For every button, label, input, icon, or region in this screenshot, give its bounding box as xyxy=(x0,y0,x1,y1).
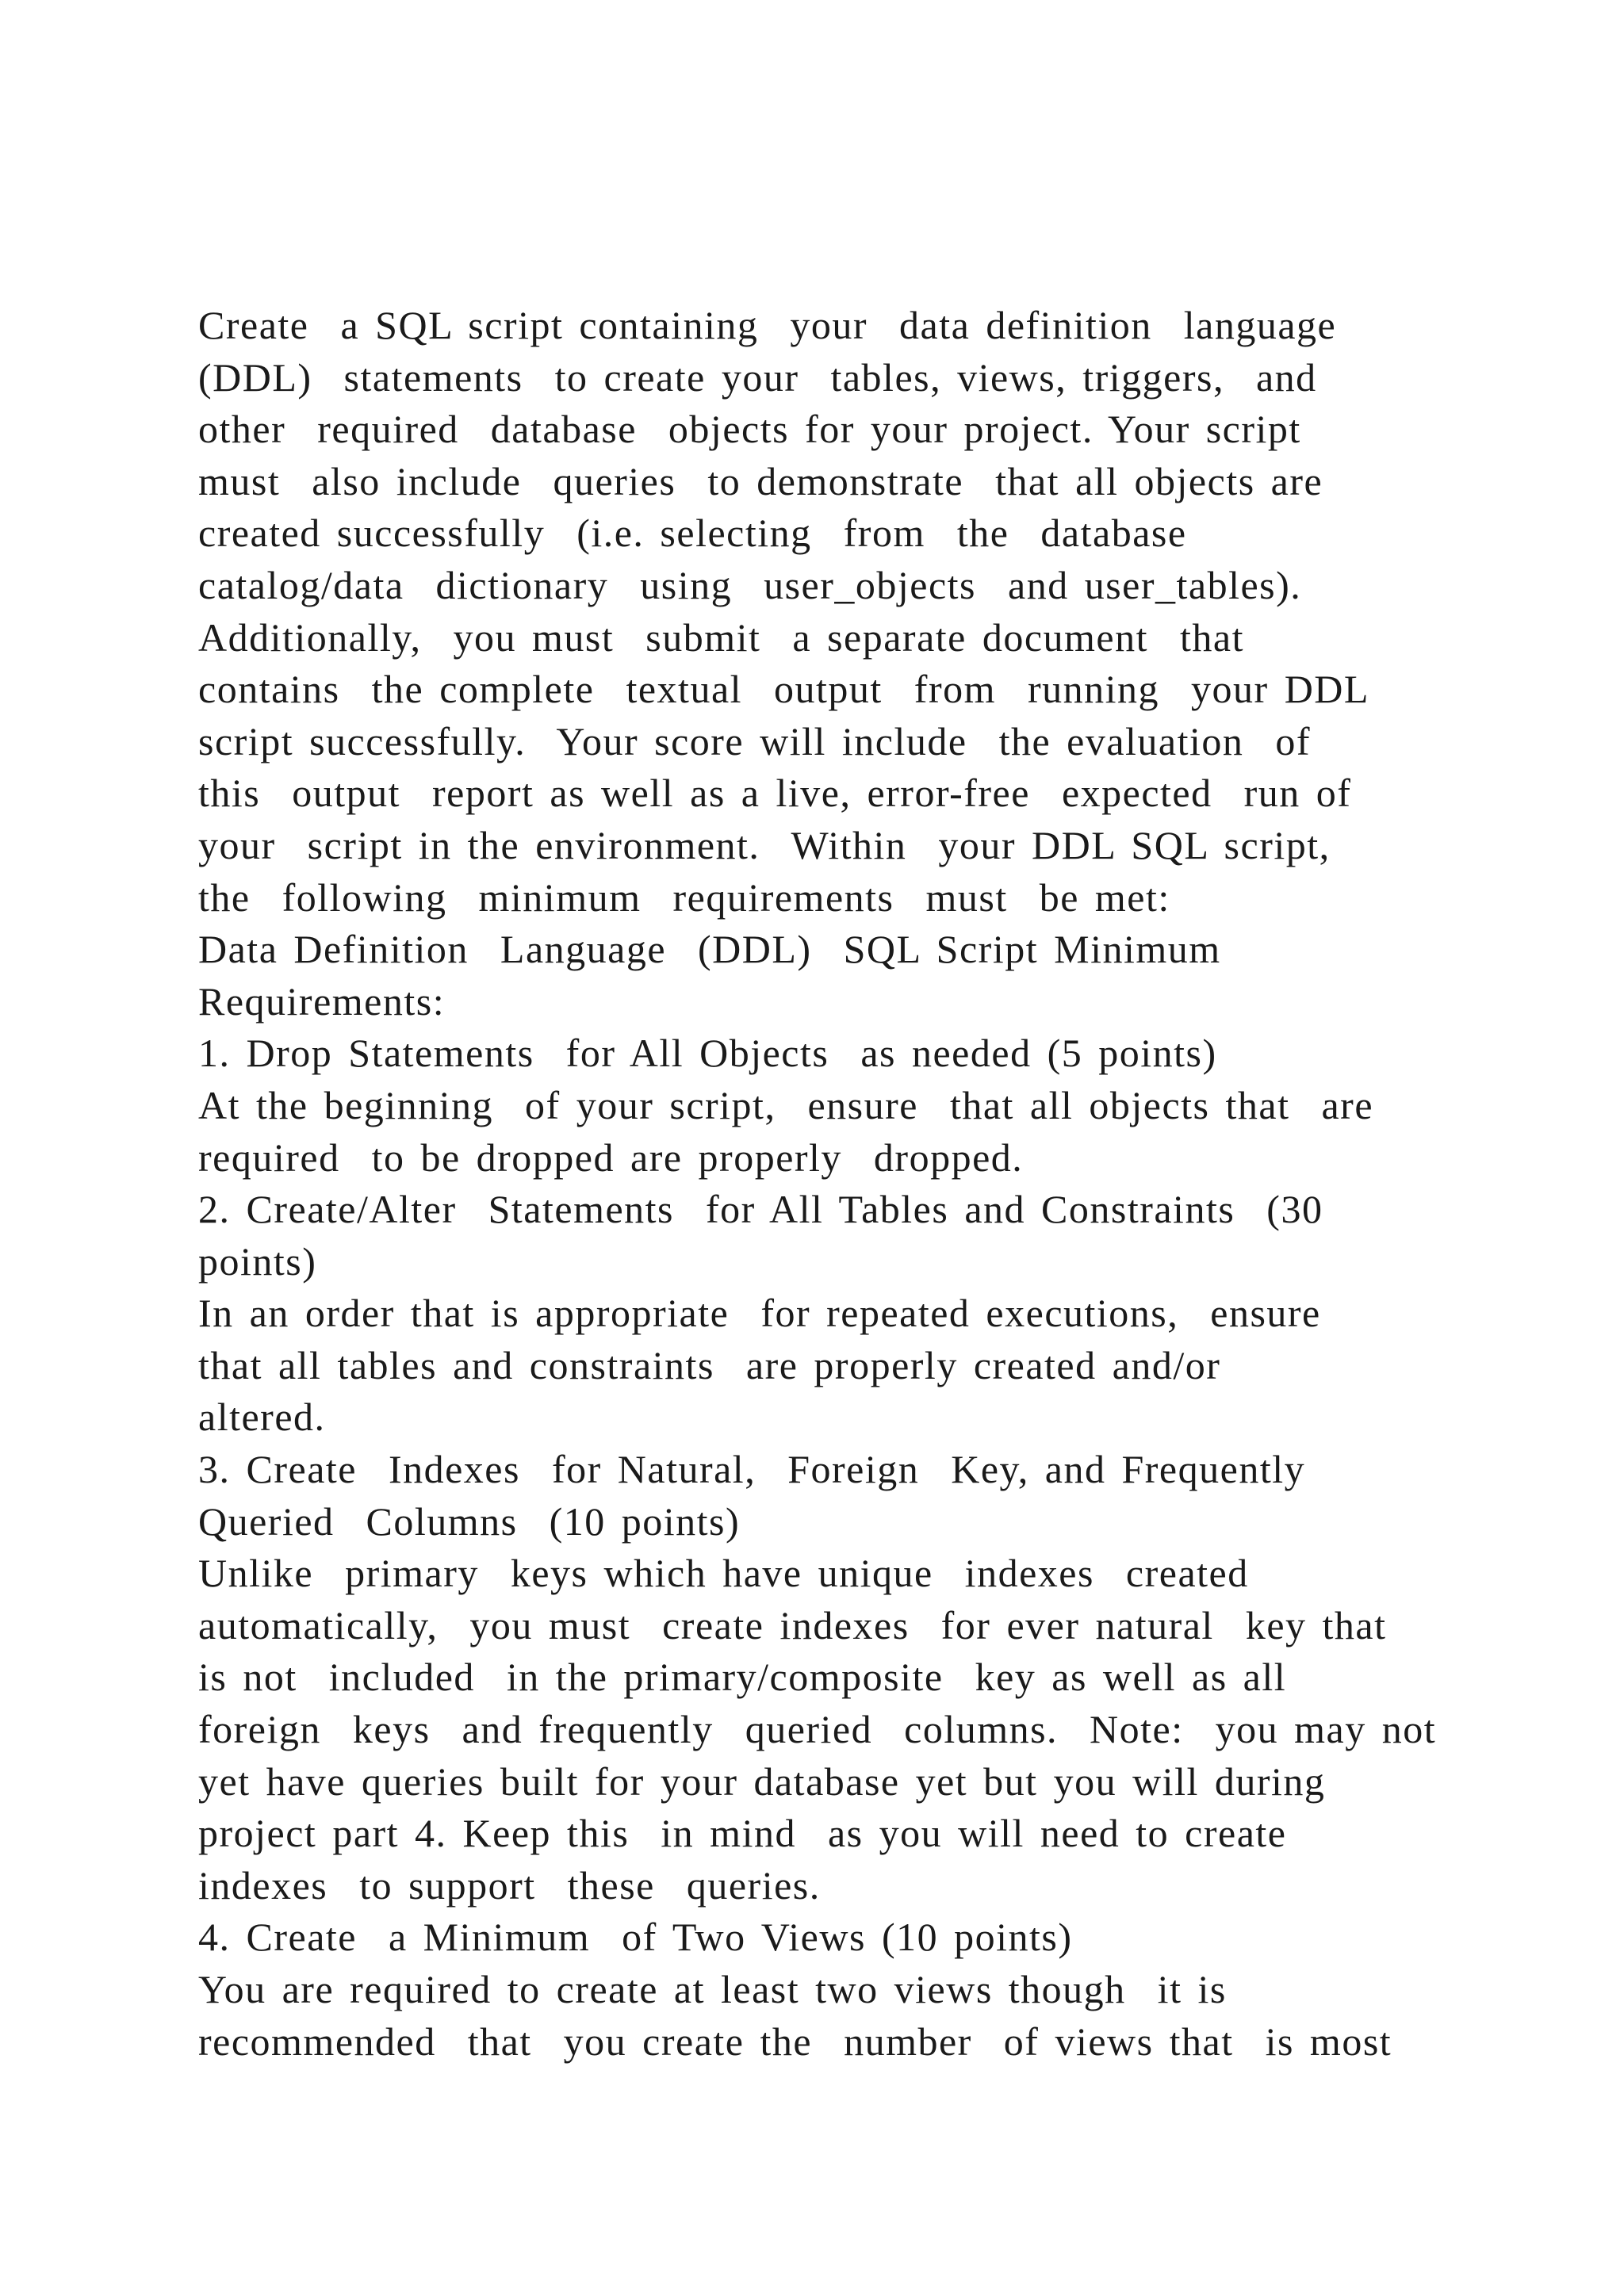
text-line: In an order that is appropriate for repeated executions, ensure xyxy=(198,1291,1321,1336)
text-line: your script in the environment. Within your DDL SQL script, xyxy=(198,822,1331,867)
text-line: other required database objects for your project. Your script xyxy=(198,407,1301,452)
text-line: indexes to support these queries. xyxy=(198,1862,821,1908)
text-line: foreign keys and frequently queried columns. Note: you may not xyxy=(198,1707,1437,1752)
text-line: is not included in the primary/composite key as well as all xyxy=(198,1655,1287,1700)
text-line: contains the complete textual output from running your DDL xyxy=(198,667,1369,712)
text-line: project part 4. Keep this in mind as you will need to create xyxy=(198,1811,1287,1856)
text-line: (DDL) statements to create your tables, views, triggers, and xyxy=(198,354,1317,400)
text-line: catalog/data dictionary using user_objects and user_tables). xyxy=(198,562,1302,607)
requirement-heading: 1. Drop Statements for All Objects as needed (5 points) xyxy=(198,1031,1217,1076)
text-line: created successfully (i.e. selecting from the database xyxy=(198,511,1187,556)
text-line: Unlike primary keys which have unique indexes created xyxy=(198,1551,1249,1596)
text-line: this output report as well as a live, error-free expected run of xyxy=(198,771,1352,816)
text-line: Additionally, you must submit a separate document that xyxy=(198,614,1244,660)
text-line: recommended that you create the number of views that is most xyxy=(198,2019,1392,2064)
requirement-heading: points) xyxy=(198,1238,317,1284)
text-line: At the beginning of your script, ensure that all objects that are xyxy=(198,1082,1374,1127)
text-line: Create a SQL script containing your data definition language xyxy=(198,303,1337,347)
requirement-heading: 2. Create/Alter Statements for All Tables and Constraints (30 xyxy=(198,1187,1323,1232)
text-line: required to be dropped are properly dropped. xyxy=(198,1135,1024,1180)
document-body xyxy=(198,300,1546,2068)
text-line: automatically, you must create indexes for ever natural key that xyxy=(198,1602,1387,1647)
text-line: altered. xyxy=(198,1395,326,1440)
text-line: must also include queries to demonstrate that all objects are xyxy=(198,458,1323,503)
requirement-heading: Queried Columns (10 points) xyxy=(198,1498,741,1544)
text-line: that all tables and constraints are properly created and/or xyxy=(198,1342,1221,1387)
section-heading: Data Definition Language (DDL) SQL Script Minimum xyxy=(198,927,1221,972)
text-line: yet have queries built for your database yet but you will during xyxy=(198,1758,1326,1804)
text-line: script successfully. Your score will include the evaluation of xyxy=(198,718,1312,763)
text-line: You are required to create at least two views though it is xyxy=(198,1967,1227,2011)
section-heading: Requirements: xyxy=(198,978,446,1024)
requirement-heading: 4. Create a Minimum of Two Views (10 points) xyxy=(198,1915,1073,1960)
text-line: the following minimum requirements must be met: xyxy=(198,874,1170,920)
requirement-heading: 3. Create Indexes for Natural, Foreign Key, and Frequently xyxy=(198,1447,1306,1492)
